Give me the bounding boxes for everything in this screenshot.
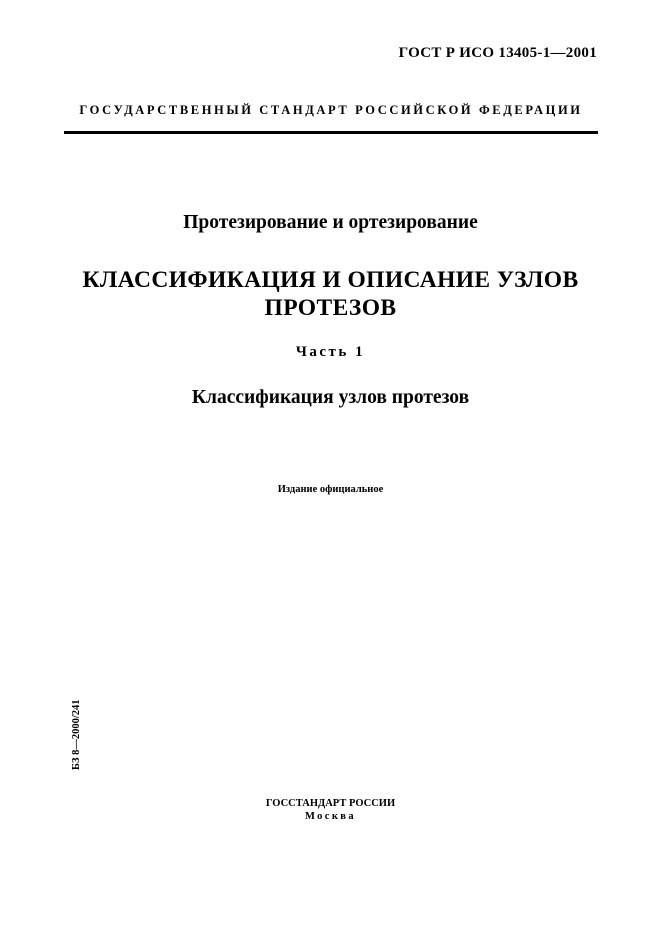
edition-note: Издание официальное <box>277 484 384 495</box>
state-standard-heading: ГОСУДАРСТВЕННЫЙ СТАНДАРТ РОССИЙСКОЙ ФЕДЕРАЦИИ <box>79 103 583 117</box>
main-title-line-2: ПРОТЕЗОВ <box>264 295 397 321</box>
publication-city: Москва <box>304 811 357 822</box>
subject-title: Протезирование и ортезирование <box>183 212 478 233</box>
part-number: Часть 1 <box>295 344 366 360</box>
main-title <box>40 266 621 322</box>
header-divider <box>64 131 598 134</box>
standard-designation: ГОСТ Р ИСО 13405-1—2001 <box>398 45 597 61</box>
part-title: Классификация узлов протезов <box>191 387 470 408</box>
main-title-line-1: КЛАССИФИКАЦИЯ И ОПИСАНИЕ УЗЛОВ <box>82 267 579 293</box>
publisher: ГОССТАНДАРТ РОССИИ <box>265 798 396 809</box>
catalog-code: БЗ 8—2000/241 <box>71 699 82 770</box>
